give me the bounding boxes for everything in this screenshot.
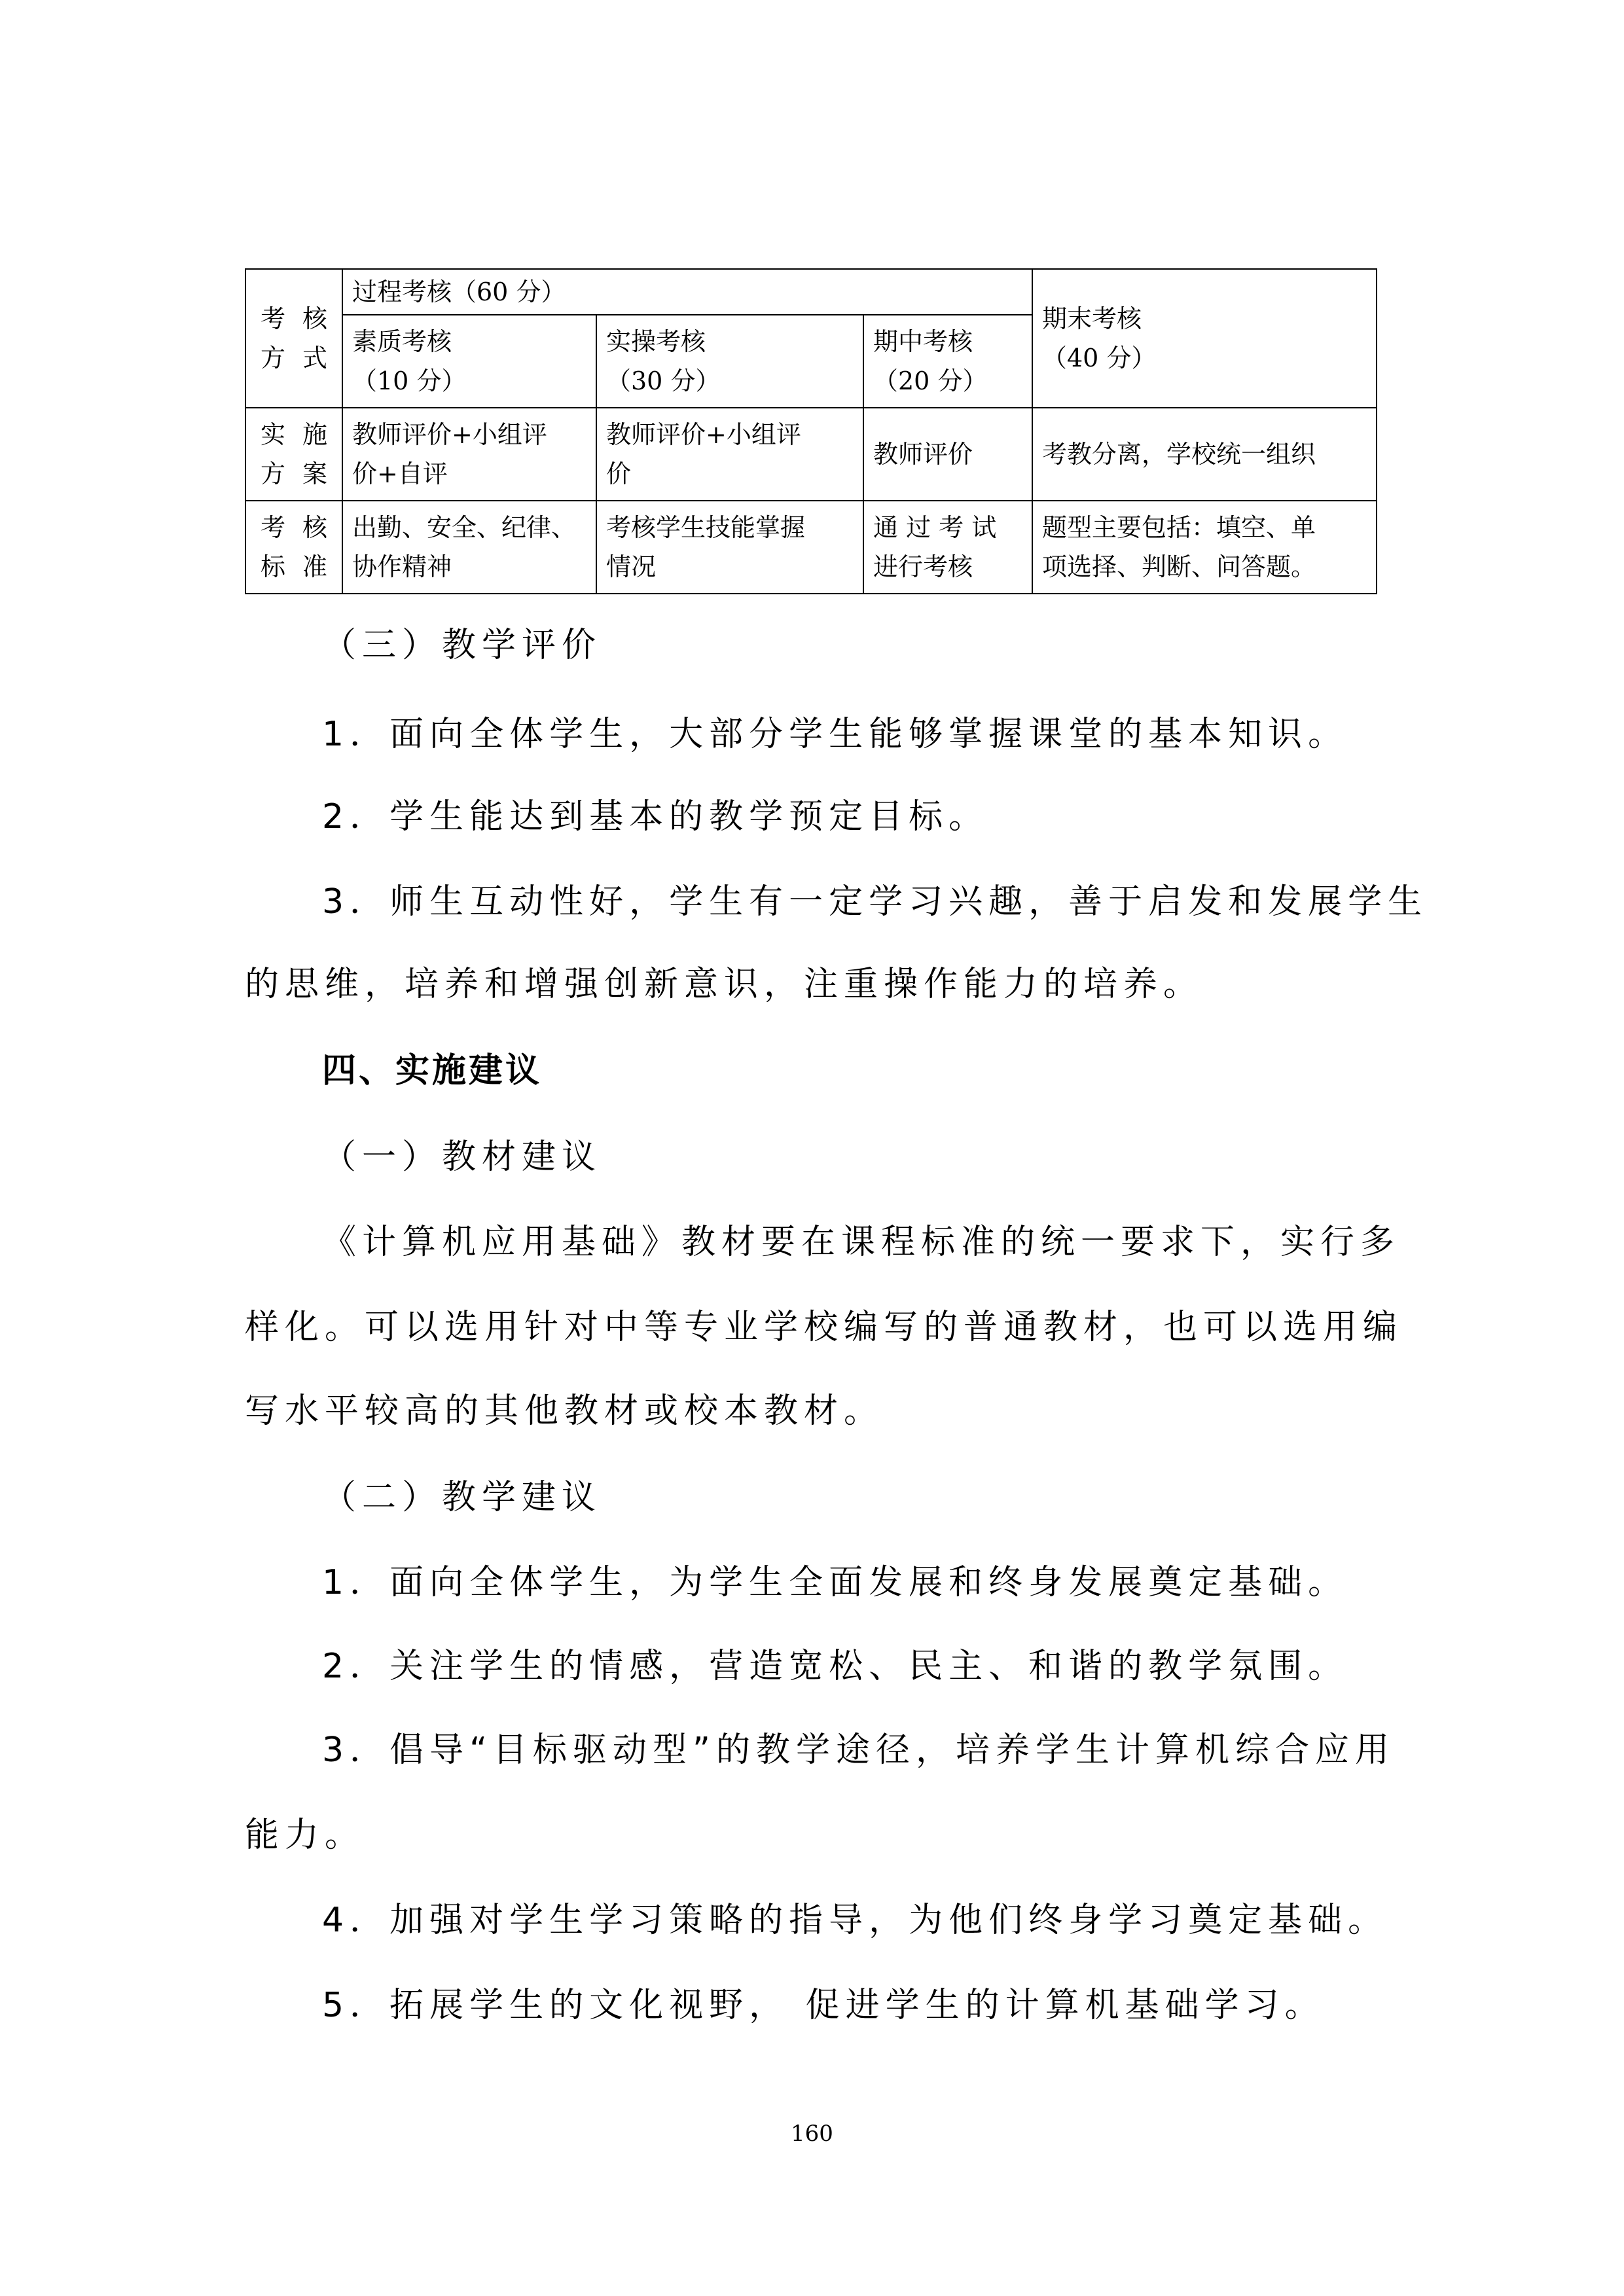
- cell-text: 出勤、安全、纪律、: [352, 513, 577, 542]
- teaching-item-3-line2: 能力。: [245, 1816, 365, 1855]
- cell-text: 考核学生技能掌握: [606, 513, 806, 542]
- cell-text: （30 分）: [606, 367, 721, 395]
- cell-text: （20 分）: [873, 367, 988, 395]
- cell-text: 情况: [606, 552, 657, 581]
- row-header-method: [245, 269, 342, 408]
- impl-final-cell: 考教分离，学校统一组织: [1032, 408, 1377, 501]
- cell-text: （10 分）: [352, 367, 467, 395]
- std-midterm-cell: [863, 501, 1032, 594]
- subheading-teaching: （二）教学建议: [322, 1478, 602, 1517]
- cell-text: 期末考核: [1042, 304, 1142, 333]
- cell-text: 实 施: [261, 420, 327, 449]
- teaching-item-3-line1: 3．倡导“目标驱动型”的教学途径，培养学生计算机综合应用: [322, 1731, 1395, 1770]
- process-assessment-header: 过程考核（60 分）: [342, 269, 1032, 315]
- final-assessment-header: [1032, 269, 1377, 408]
- chapter-heading-implementation: 四、实施建议: [322, 1051, 543, 1090]
- teaching-item-5: 5．拓展学生的文化视野， 促进学生的计算机基础学习。: [322, 1986, 1325, 2025]
- quality-header: [342, 315, 596, 408]
- midterm-header: [863, 315, 1032, 408]
- row-header-standard: [245, 501, 342, 594]
- impl-practical-cell: [596, 408, 863, 501]
- cell-text: 期中考核: [873, 327, 973, 356]
- subheading-textbook: （一）教材建议: [322, 1138, 602, 1177]
- row-header-implementation: [245, 408, 342, 501]
- cell-text: 通 过 考 试: [873, 513, 997, 542]
- practical-header: [596, 315, 863, 408]
- std-practical-cell: [596, 501, 863, 594]
- teaching-item-2: 2．关注学生的情感，营造宽松、民主、和谐的教学氛围。: [322, 1647, 1348, 1686]
- cell-text: 素质考核: [352, 327, 452, 356]
- cell-text: 进行考核: [873, 552, 973, 581]
- evaluation-item-1: 1．面向全体学生，大部分学生能够掌握课堂的基本知识。: [322, 715, 1348, 754]
- section-heading-teaching-evaluation: （三）教学评价: [322, 626, 602, 665]
- table-row: [245, 501, 1377, 594]
- cell-text: 考 核: [261, 513, 327, 542]
- page-number: 160: [791, 2121, 833, 2147]
- cell-text: 题型主要包括：填空、单: [1042, 513, 1316, 542]
- evaluation-item-2: 2．学生能达到基本的教学预定目标。: [322, 797, 989, 836]
- impl-midterm-cell: 教师评价: [863, 408, 1032, 501]
- cell-text: 方案: [261, 459, 327, 488]
- textbook-paragraph-line3: 写水平较高的其他教材或校本教材。: [245, 1391, 884, 1431]
- cell-text: 价: [606, 459, 632, 488]
- textbook-paragraph-line1: 《计算机应用基础》教材要在课程标准的统一要求下，实行多: [322, 1223, 1401, 1262]
- evaluation-item-3-line2: 的思维，培养和增强创新意识，注重操作能力的培养。: [245, 965, 1204, 1004]
- assessment-table: [245, 268, 1377, 594]
- cell-text: 标准: [261, 552, 327, 581]
- teaching-item-1: 1．面向全体学生，为学生全面发展和终身发展奠定基础。: [322, 1563, 1348, 1602]
- teaching-item-4: 4．加强对学生学习策略的指导，为他们终身学习奠定基础。: [322, 1901, 1388, 1940]
- cell-text: 协作精神: [352, 552, 452, 581]
- cell-text: 考 核: [261, 304, 327, 333]
- cell-text: 教师评价+小组评: [352, 420, 547, 449]
- impl-quality-cell: [342, 408, 596, 501]
- table-row: [245, 408, 1377, 501]
- evaluation-item-3-line1: 3．师生互动性好，学生有一定学习兴趣，善于启发和发展学生: [322, 882, 1428, 922]
- std-quality-cell: [342, 501, 596, 594]
- cell-text: 价+自评: [352, 459, 448, 488]
- textbook-paragraph-line2: 样化。可以选用针对中等专业学校编写的普通教材，也可以选用编: [245, 1308, 1403, 1347]
- cell-text: 教师评价+小组评: [606, 420, 801, 449]
- cell-text: 方式: [261, 344, 327, 372]
- table-row: [245, 269, 1377, 315]
- cell-text: 项选择、判断、问答题。: [1042, 552, 1316, 581]
- std-final-cell: [1032, 501, 1377, 594]
- cell-text: （40 分）: [1042, 344, 1157, 372]
- cell-text: 实操考核: [606, 327, 706, 356]
